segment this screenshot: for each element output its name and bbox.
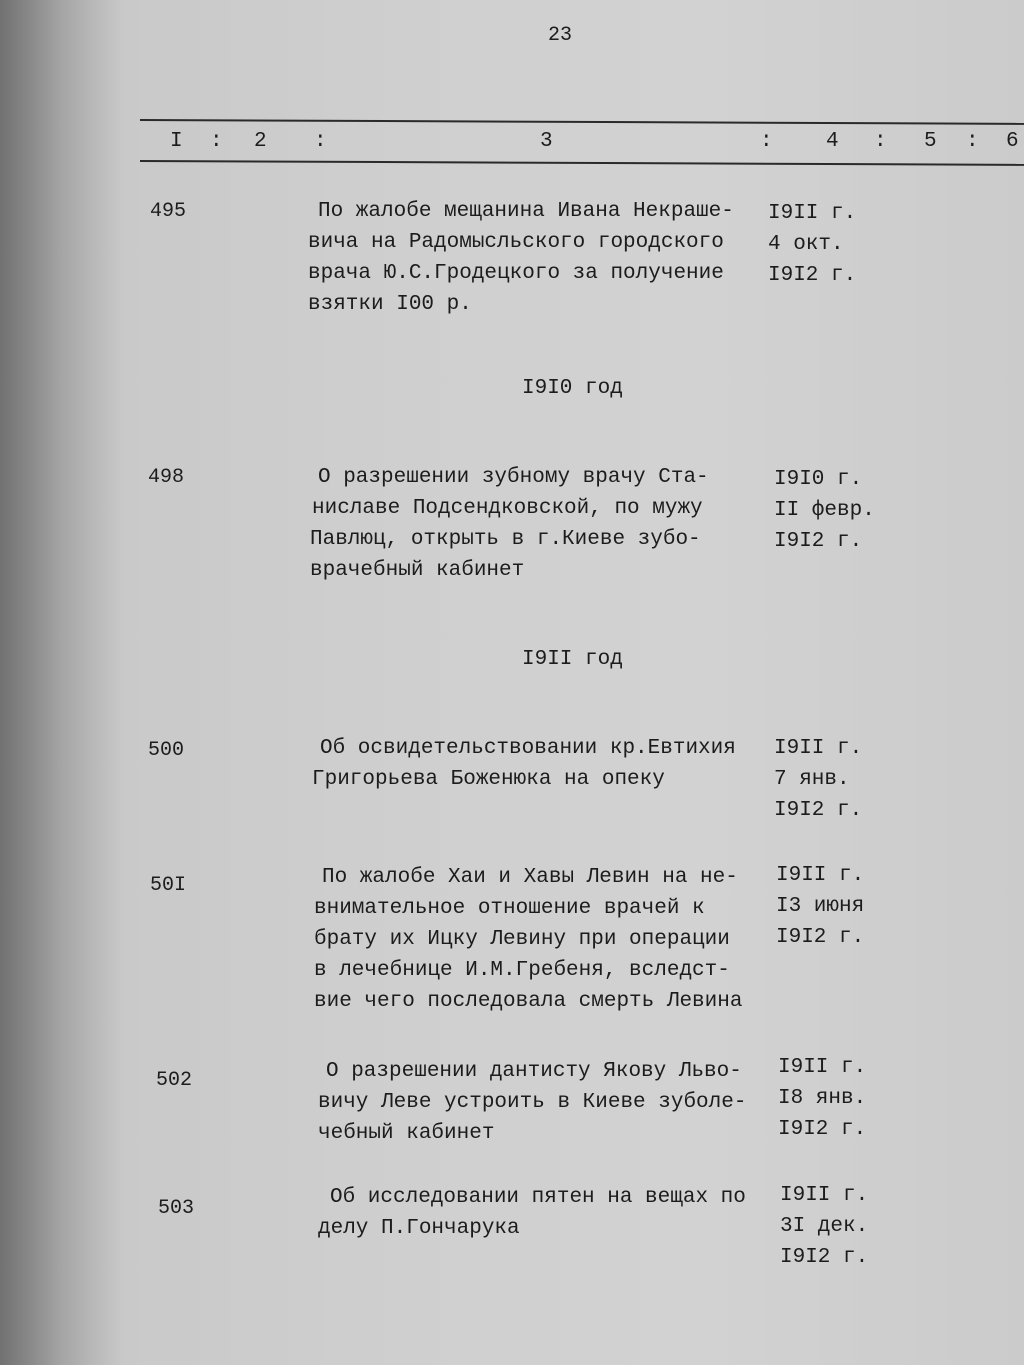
entry-date: I9I0 г. [774,468,863,491]
entry-number: 50I [150,874,187,897]
entry-number: 500 [148,739,185,762]
entry-date: 7 янв. [774,768,850,791]
entry-text-line: Павлюц, открыть в г.Киеве зубо- [310,528,701,551]
entry-text-line: По жалобе Хаи и Хавы Левин на не- [322,866,738,889]
entry-text-line: делу П.Гончарука [318,1217,520,1240]
entry-text-line: взятки I00 р. [308,293,472,316]
column-separator: : [760,130,773,153]
entry-date: I9II г. [778,1056,867,1079]
entry-date: I9II г. [780,1184,869,1207]
page-binding-shadow [0,0,125,1365]
entry-text-line: Об освидетельствовании кр.Евтихия [320,737,736,760]
entry-text-line: брату их Ицку Левину при операции [314,928,730,951]
entry-text-line: Григорьева Боженюка на опеку [312,768,665,791]
entry-text-line: По жалобе мещанина Ивана Некраше- [318,200,734,223]
entry-date: 3I дек. [780,1215,869,1238]
header-rule-top [140,119,1024,125]
entry-number: 503 [158,1197,195,1220]
entry-text-line: вича на Радомысльского городского [308,231,724,254]
entry-text-line: вичу Леве устроить в Киеве зуболе- [318,1091,747,1114]
entry-text-line: чебный кабинет [318,1122,495,1145]
column-separator: : [966,130,979,153]
entry-text-line: ниславе Подсендковской, по мужу [312,497,703,520]
entry-number: 502 [156,1069,193,1092]
column-number-3: 3 [540,130,553,153]
year-heading: I9I0 год [522,377,623,400]
column-separator: : [314,130,327,153]
entry-text-line: О разрешении зубному врачу Ста- [318,466,709,489]
column-separator: : [210,130,223,153]
column-number-1: I [170,130,183,153]
entry-number: 495 [150,200,187,223]
entry-text-line: в лечебнице И.М.Гребеня, вследст- [314,959,730,982]
entry-date: I9II г. [768,202,857,225]
entry-date: I9I2 г. [778,1118,867,1141]
entry-date: I9I2 г. [774,530,863,553]
entry-date: I9I2 г. [776,926,865,949]
column-number-5: 5 [924,130,937,153]
header-rule-bottom [140,160,1024,166]
entry-date: I3 июня [776,895,865,918]
column-number-4: 4 [826,130,839,153]
entry-text-line: О разрешении дантисту Якову Льво- [326,1060,742,1083]
column-number-6: 6 [1006,130,1019,153]
entry-date: I9II г. [774,737,863,760]
entry-date: I8 янв. [778,1087,867,1110]
entry-date: II февр. [774,499,875,522]
entry-number: 498 [148,466,185,489]
page-number: 23 [548,24,573,47]
entry-text-line: вие чего последовала смерть Левина [314,990,743,1013]
entry-date: I9I2 г. [768,264,857,287]
column-separator: : [874,130,887,153]
entry-text-line: Об исследовании пятен на вещах по [330,1186,746,1209]
entry-text-line: врачебный кабинет [310,559,525,582]
entry-text-line: внимательное отношение врачей к [314,897,705,920]
entry-date: I9II г. [776,864,865,887]
year-heading: I9II год [522,648,623,671]
entry-date: 4 окт. [768,233,844,256]
entry-date: I9I2 г. [774,799,863,822]
entry-date: I9I2 г. [780,1246,869,1269]
column-number-2: 2 [254,130,267,153]
entry-text-line: врача Ю.С.Гродецкого за получение [308,262,724,285]
